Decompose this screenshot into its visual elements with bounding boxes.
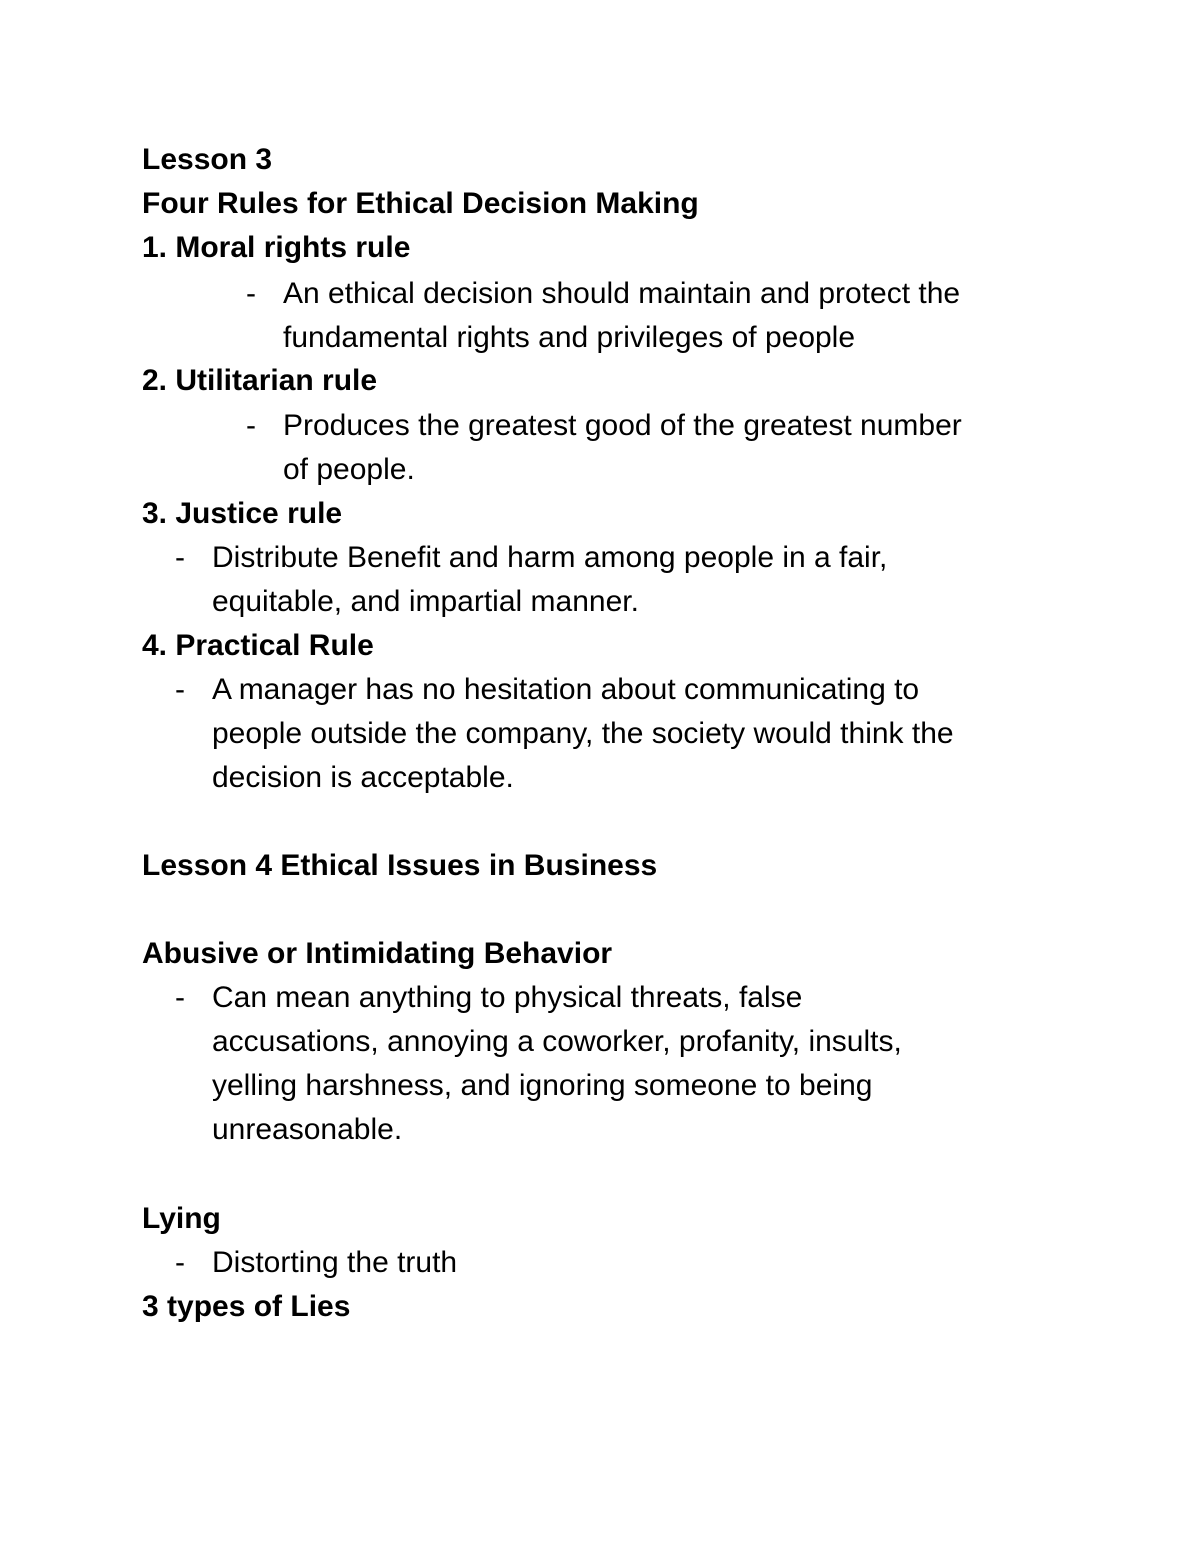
rule-1-text-line-1: An ethical decision should maintain and protect the xyxy=(283,277,961,310)
rule-4-heading: 4. Practical Rule xyxy=(142,629,374,662)
rule-1-heading: 1. Moral rights rule xyxy=(142,231,411,264)
abusive-behavior-heading: Abusive or Intimidating Behavior xyxy=(142,937,613,970)
rule-3-text-line-2: equitable, and impartial manner. xyxy=(212,585,639,618)
bullet-dash: - xyxy=(175,981,185,1014)
lesson-4-title: Lesson 4 Ethical Issues in Business xyxy=(142,849,658,882)
lesson-3-subtitle: Four Rules for Ethical Decision Making xyxy=(142,187,699,220)
abusive-behavior-text-line-3: yelling harshness, and ignoring someone to being xyxy=(212,1069,873,1102)
bullet-dash: - xyxy=(246,277,256,310)
lying-text-line-1: Distorting the truth xyxy=(212,1246,458,1279)
rule-3-text-line-1: Distribute Benefit and harm among people in a fair, xyxy=(212,541,888,574)
lesson-3-title: Lesson 3 xyxy=(142,143,273,176)
bullet-dash: - xyxy=(246,409,256,442)
bullet-dash: - xyxy=(175,541,185,574)
bullet-dash: - xyxy=(175,1246,185,1279)
rule-2-text-line-2: of people. xyxy=(283,453,415,486)
bullet-dash: - xyxy=(175,673,185,706)
rule-2-text-line-1: Produces the greatest good of the greatest number xyxy=(283,409,962,442)
abusive-behavior-text-line-2: accusations, annoying a coworker, profanity, insults, xyxy=(212,1025,902,1058)
rule-3-heading: 3. Justice rule xyxy=(142,497,343,530)
rule-4-text-line-1: A manager has no hesitation about communicating to xyxy=(212,673,920,706)
rule-4-text-line-2: people outside the company, the society would think the xyxy=(212,717,954,750)
lying-heading: Lying xyxy=(142,1202,221,1235)
rule-4-text-line-3: decision is acceptable. xyxy=(212,761,514,794)
types-of-lies-heading: 3 types of Lies xyxy=(142,1290,351,1323)
rule-1-text-line-2: fundamental rights and privileges of people xyxy=(283,321,856,354)
rule-2-heading: 2. Utilitarian rule xyxy=(142,364,378,397)
abusive-behavior-text-line-4: unreasonable. xyxy=(212,1113,403,1146)
abusive-behavior-text-line-1: Can mean anything to physical threats, false xyxy=(212,981,803,1014)
